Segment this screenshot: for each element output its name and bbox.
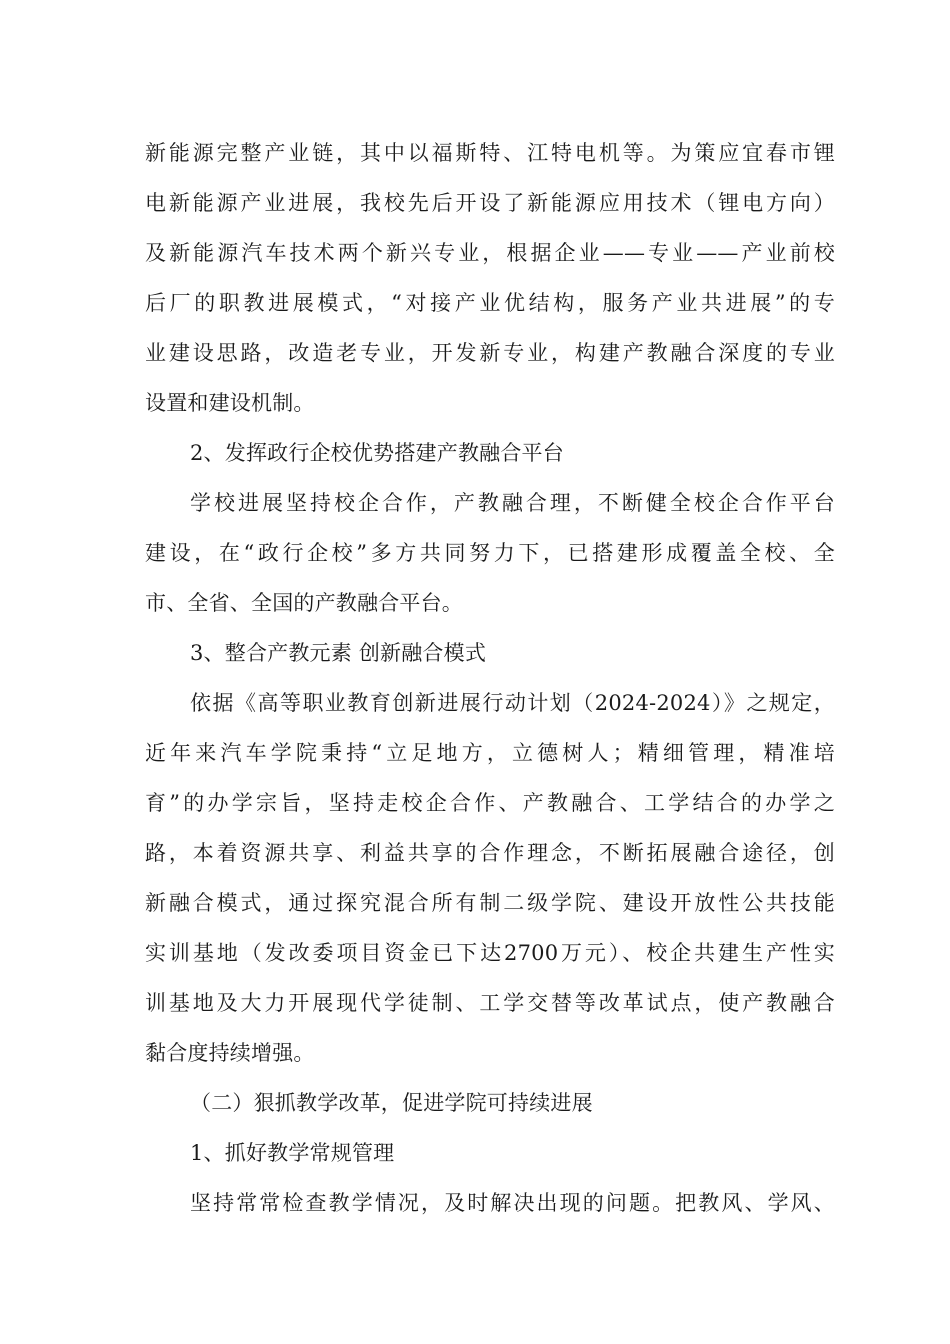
body-text-line: 后厂的职教进展模式，“对接产业优结构，服务产业共进展”的专: [145, 291, 835, 315]
body-text-line: 依据《高等职业教育创新进展行动计划（2024-2024）》之规定，: [190, 691, 835, 715]
body-text-line: 设置和建设机制。: [145, 391, 315, 415]
body-text-line: 新能源完整产业链，其中以福斯特、江特电机等。为策应宜春市锂: [145, 141, 835, 165]
body-text-line: 市、全省、全国的产教融合平台。: [145, 591, 463, 615]
body-text-line: 坚持常常检查教学情况，及时解决出现的问题。把教风、学风、: [190, 1191, 835, 1215]
section-heading: 1、抓好教学常规管理: [190, 1141, 395, 1165]
body-text-line: 实训基地（发改委项目资金已下达2700万元）、校企共建生产性实: [145, 941, 835, 965]
body-text-line: 训基地及大力开展现代学徒制、工学交替等改革试点，使产教融合: [145, 991, 835, 1015]
section-heading: （二）狠抓教学改革，促进学院可持续进展: [190, 1091, 593, 1115]
body-text-line: 新融合模式，通过探究混合所有制二级学院、建设开放性公共技能: [145, 891, 835, 915]
body-text-line: 黏合度持续增强。: [145, 1041, 315, 1065]
body-text-line: 建设，在“政行企校”多方共同努力下，已搭建形成覆盖全校、全: [145, 541, 835, 565]
body-text-line: 近年来汽车学院秉持“立足地方，立德树人；精细管理，精准培: [145, 741, 835, 765]
body-text-line: 业建设思路，改造老专业，开发新专业，构建产教融合深度的专业: [145, 341, 835, 365]
body-text-line: 路，本着资源共享、利益共享的合作理念，不断拓展融合途径，创: [145, 841, 835, 865]
section-heading: 3、整合产教元素 创新融合模式: [190, 641, 487, 665]
body-text-line: 及新能源汽车技术两个新兴专业，根据企业——专业——产业前校: [145, 241, 835, 265]
body-text-line: 学校进展坚持校企合作，产教融合理，不断健全校企合作平台: [190, 491, 835, 515]
section-heading: 2、发挥政行企校优势搭建产教融合平台: [190, 441, 564, 465]
body-text-line: 电新能源产业进展，我校先后开设了新能源应用技术（锂电方向）: [145, 191, 835, 215]
body-text-line: 育”的办学宗旨，坚持走校企合作、产教融合、工学结合的办学之: [145, 791, 835, 815]
